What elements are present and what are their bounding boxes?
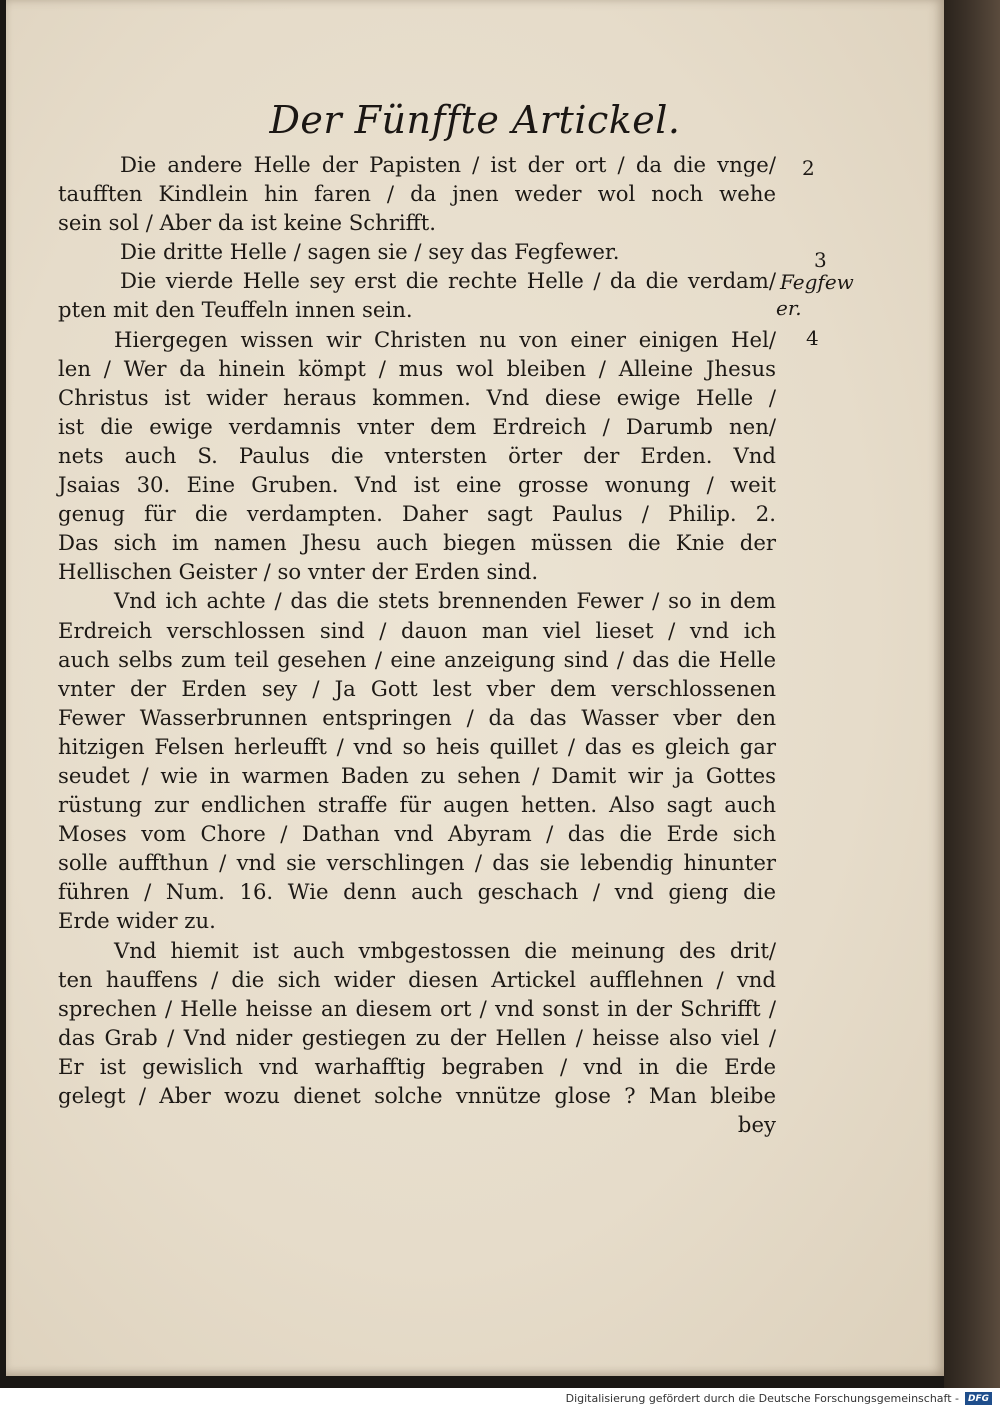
text-line: Vnd hiemit ist auch vmbgestossen die meinung des drit/ [114,937,776,963]
text-line: Erdreich verschlossen sind / dauon man viel lieset / vnd ich [58,617,776,643]
text-line: seudet / wie in warmen Baden zu sehen / Damit wir ja Gottes [58,762,776,788]
text-line: Hiergegen wissen wir Christen nu von einer einigen Hel/ [114,326,776,352]
text-line: Das sich im namen Jhesu auch biegen müssen die Knie der [58,530,776,556]
page-title: Der Fünffte Artickel. [269,98,681,142]
text-line: hitzigen Felsen herleufft / vnd so heis quillet / das es gleich gar [58,733,776,759]
text-line: len / Wer da hinein kömpt / mus wol bleiben / Alleine Jhesus [58,355,776,381]
text-line: Erde wider zu. [58,908,216,934]
text-line: nets auch S. Paulus die vntersten örter der Erden. Vnd [58,442,776,468]
text-line: gelegt / Aber wozu dienet solche vnnütze glose ? Man bleibe [58,1083,776,1108]
text-line: solle auffthun / vnd sie verschlingen / das sie lebendig hinunter [58,850,776,876]
text-line: Jsaias 30. Eine Gruben. Vnd ist eine grosse wonung / weit [58,472,776,498]
text-line: sprechen / Helle heisse an diesem ort / vnd sonst in der Schrifft / [58,995,776,1021]
text-line: Vnd ich achte / das die stets brennenden Fewer / so in dem [114,588,776,614]
margin-note-4: 4 [806,326,819,350]
body-text [58,150,776,1139]
margin-note-fegfewer: Fegfew [780,270,854,294]
text-line: Moses vom Chore / Dathan vnd Abyram / das die Erde sich [58,821,776,847]
text-line: pten mit den Teuffeln innen sein. [58,297,413,323]
text-line: ist die ewige verdamnis vnter dem Erdreich / Darumb nen/ [58,413,776,439]
text-line: sein sol / Aber da ist keine Schrifft. [58,210,436,236]
text-line: Christus ist wider heraus kommen. Vnd diese ewige Helle / [58,384,776,410]
catchword: bey [737,1112,776,1138]
text-line: taufften Kindlein hin faren / da jnen weder wol noch wehe [58,181,776,207]
text-line: Hellischen Geister / so vnter der Erden sind. [58,559,539,585]
text-line: vnter der Erden sey / Ja Gott lest vber dem verschlossenen [58,675,776,701]
text-line: Er ist gewislich vnd warhafftig begraben / vnd in die Erde [58,1053,776,1079]
text-line: Die dritte Helle / sagen sie / sey das Fegfewer. [120,239,620,265]
text-line: Die vierde Helle sey erst die rechte Helle / da die verdam/ [120,268,776,294]
text-line: genug für die verdampten. Daher sagt Paulus / Philip. 2. [58,501,776,527]
text-line: das Grab / Vnd nider gestiegen zu der Hellen / heisse also viel / [58,1024,776,1050]
text-line: Fewer Wasserbrunnen entspringen / da das Wasser vber den [58,704,776,730]
text-line: auch selbs zum teil gesehen / eine anzeigung sind / das die Helle [58,646,776,672]
text-line: Die andere Helle der Papisten / ist der ort / da die vnge/ [120,152,776,177]
text-line: ten hauffens / die sich wider diesen Artickel aufflehnen / vnd [58,966,776,992]
funding-notice: Digitalisierung gefördert durch die Deutsche Forschungsgemeinschaft - [565,1392,959,1405]
footer [0,1388,1000,1409]
book-edge [944,0,1000,1388]
margin-note-fegfewer-end: er. [776,296,802,320]
book-page [6,0,944,1376]
margin-note-2: 2 [802,156,815,180]
margin-note-3: 3 [814,248,827,272]
text-line: rüstung zur endlichen straffe für augen hetten. Also sagt auch [58,792,776,818]
text-line: führen / Num. 16. Wie denn auch geschach / vnd gieng die [58,879,776,905]
dfg-logo-icon: DFG [965,1392,992,1405]
